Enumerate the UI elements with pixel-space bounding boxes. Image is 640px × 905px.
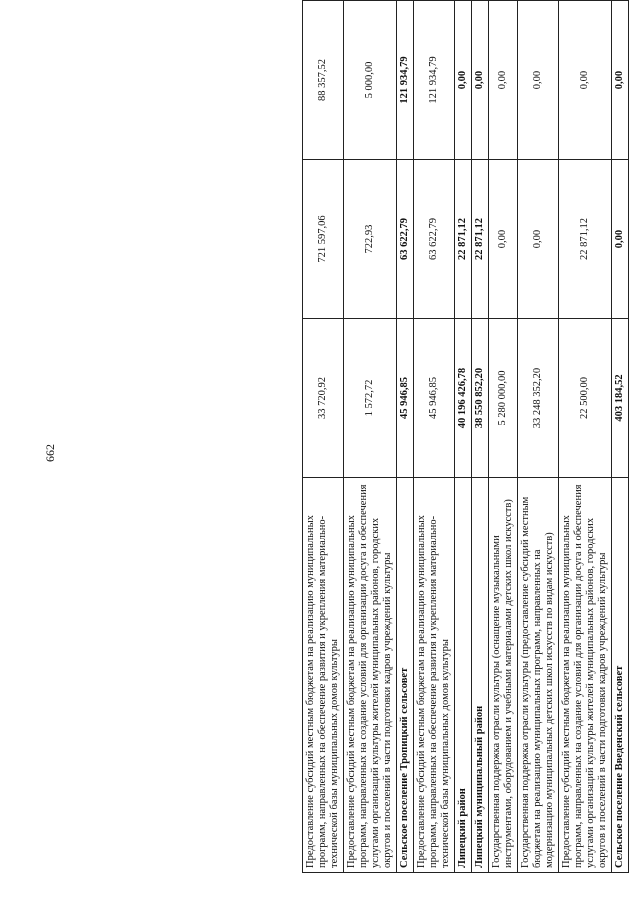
value-col-1: 33 248 352,20 bbox=[518, 319, 559, 478]
value-col-1: 40 196 426,78 bbox=[455, 319, 472, 478]
table-row bbox=[559, 1, 612, 873]
row-label: Сельское поселение Тропицкий сельсовет bbox=[397, 478, 414, 873]
value-col-2: 722,93 bbox=[344, 160, 397, 319]
row-label: Предоставление субсидий местным бюджетам на реализацию муниципальных программ, направленных на создание условий для организации досуга и обеспечения услугами организаций культуры жителей муниципальных районов, городских округов и поселений в части подготовки кадров учреждений культуры bbox=[344, 478, 397, 873]
value-col-2: 0,00 bbox=[518, 160, 559, 319]
value-col-1: 45 946,85 bbox=[414, 319, 455, 478]
row-label: Липецкий район bbox=[455, 478, 472, 873]
value-col-2: 721 597,06 bbox=[303, 160, 344, 319]
value-col-2: 22 871,12 bbox=[559, 160, 612, 319]
value-col-3: 0,00 bbox=[518, 1, 559, 160]
value-col-2: 63 622,79 bbox=[397, 160, 414, 319]
value-col-3: 0,00 bbox=[559, 1, 612, 160]
value-col-3: 121 934,79 bbox=[414, 1, 455, 160]
value-col-2: 0,00 bbox=[489, 160, 518, 319]
page-number: 662 bbox=[43, 444, 57, 462]
value-col-1: 45 946,85 bbox=[397, 319, 414, 478]
row-label: Сельское поселение Введенский сельсовет bbox=[612, 478, 629, 873]
table-row bbox=[489, 1, 518, 873]
row-label: Липецкий муниципальный район bbox=[472, 478, 489, 873]
table-row bbox=[612, 1, 629, 873]
row-label: Предоставление субсидий местным бюджетам на реализацию муниципальных программ, направленных на обеспечение развития и укрепления материально-технической базы муниципальных домов культуры bbox=[303, 478, 344, 873]
value-col-3: 0,00 bbox=[489, 1, 518, 160]
row-label: Государственная поддержка отрасли культуры (оснащение музыкальными инструментами, оборудованием и учебными материалами детских школ искусств) bbox=[489, 478, 518, 873]
row-label: Предоставление субсидий местным бюджетам на реализацию муниципальных программ, направленных на обеспечение развития и укрепления материально-технической базы муниципальных домов культуры bbox=[414, 478, 455, 873]
table-row bbox=[303, 1, 344, 873]
table-row bbox=[518, 1, 559, 873]
value-col-3: 0,00 bbox=[472, 1, 489, 160]
value-col-1: 403 184,52 bbox=[612, 319, 629, 478]
table-row bbox=[397, 1, 414, 873]
row-label: Предоставление субсидий местным бюджетам на реализацию муниципальных программ, направленных на создание условий для организации досуга и обеспечения услугами организаций культуры жителей муниципальных районов, городских округов и поселений в части подготовки кадров учреждений культуры bbox=[559, 478, 612, 873]
table-row bbox=[455, 1, 472, 873]
value-col-3: 121 934,79 bbox=[397, 1, 414, 160]
value-col-2: 22 871,12 bbox=[455, 160, 472, 319]
budget-table-rotated bbox=[302, 33, 625, 873]
table-row bbox=[414, 1, 455, 873]
value-col-2: 0,00 bbox=[612, 160, 629, 319]
value-col-1: 5 280 000,00 bbox=[489, 319, 518, 478]
row-label: Государственная поддержка отрасли культуры (предоставление субсидий местным бюджетам на реализацию муниципальных программ, направленных на модернизацию муниципальных детских школ искусств по видам искусств) bbox=[518, 478, 559, 873]
table-row bbox=[344, 1, 397, 873]
value-col-3: 5 000,00 bbox=[344, 1, 397, 160]
value-col-3: 0,00 bbox=[455, 1, 472, 160]
budget-table bbox=[302, 0, 629, 873]
value-col-1: 38 550 852,20 bbox=[472, 319, 489, 478]
value-col-2: 22 871,12 bbox=[472, 160, 489, 319]
value-col-1: 33 720,92 bbox=[303, 319, 344, 478]
value-col-2: 63 622,79 bbox=[414, 160, 455, 319]
value-col-1: 22 500,00 bbox=[559, 319, 612, 478]
value-col-3: 88 357,52 bbox=[303, 1, 344, 160]
value-col-1: 1 572,72 bbox=[344, 319, 397, 478]
value-col-3: 0,00 bbox=[612, 1, 629, 160]
table-row bbox=[472, 1, 489, 873]
